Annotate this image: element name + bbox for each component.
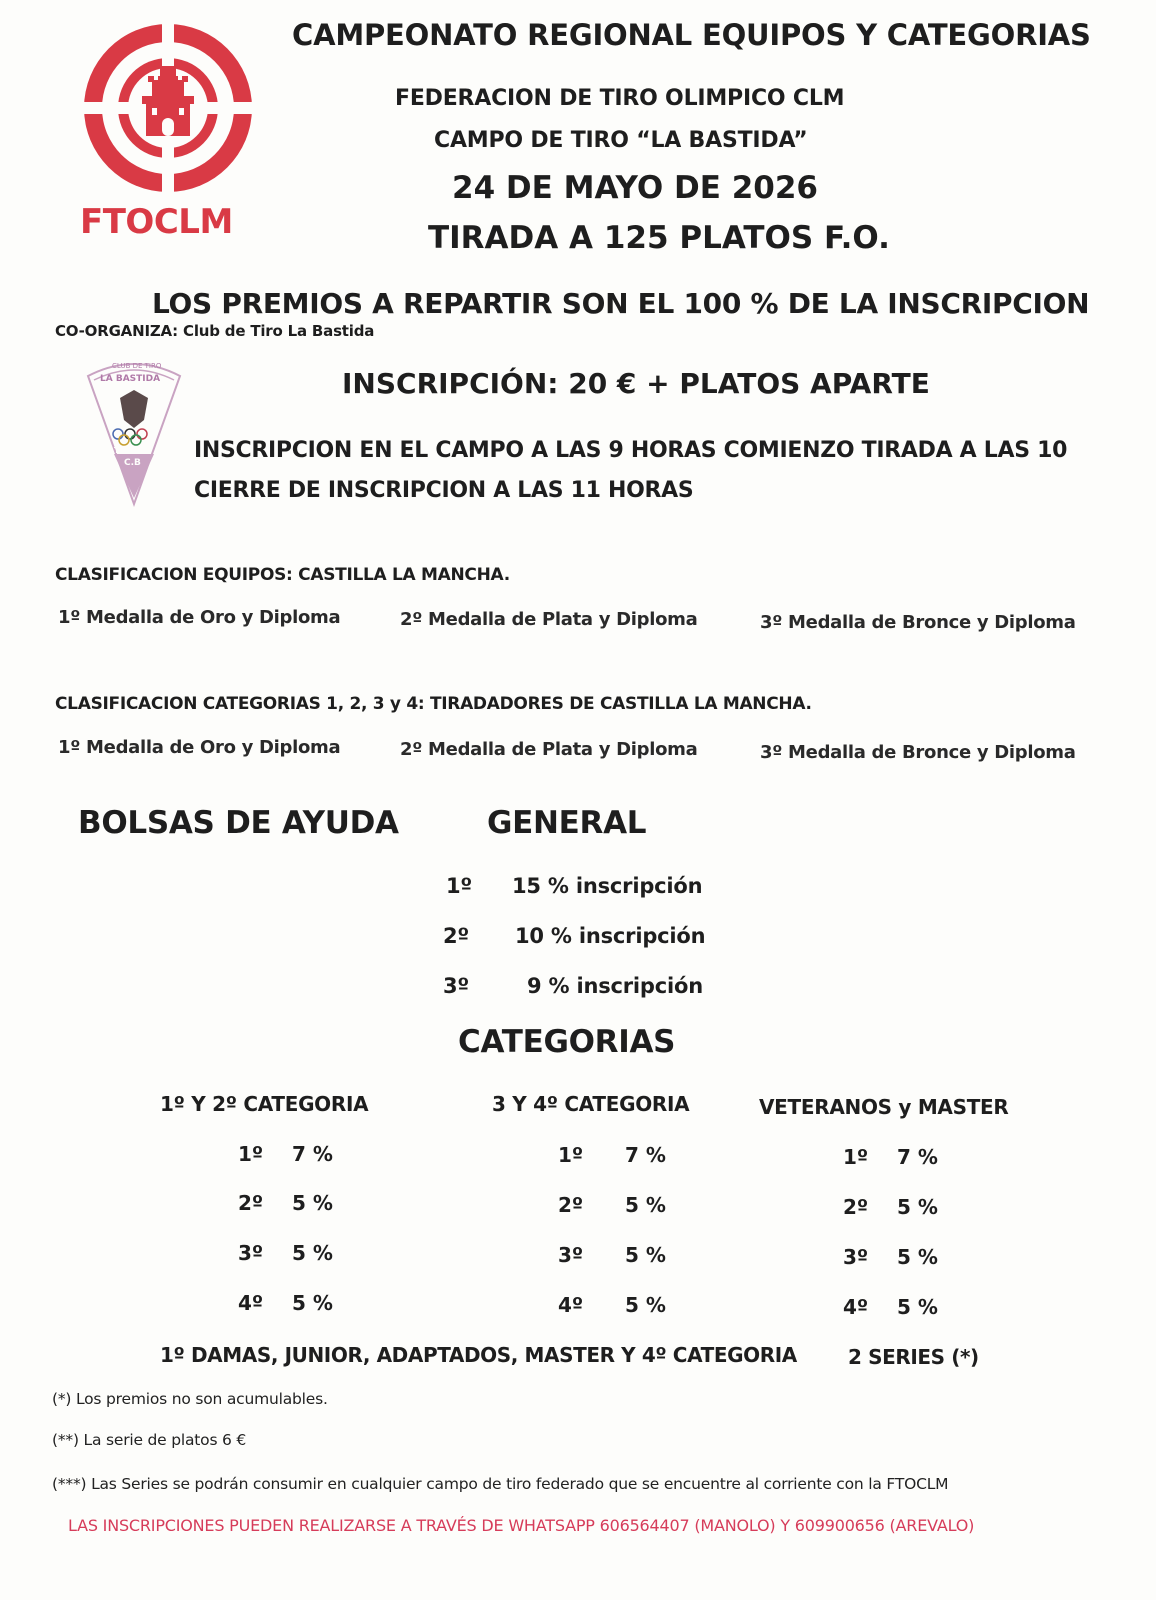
cat-col-3-pos-2: 2º — [843, 1195, 869, 1219]
cat-col-2-pos-1: 1º — [558, 1143, 584, 1167]
inscripcion-price: INSCRIPCIÓN: 20 € + PLATOS APARTE — [342, 367, 930, 400]
equipos-medal-1: 1º Medalla de Oro y Diploma — [58, 607, 341, 628]
general-val-3: 9 % inscripción — [527, 974, 703, 998]
ftoclm-logo-text: FTOCLM — [80, 202, 233, 242]
ftoclm-logo — [78, 20, 258, 250]
categorias-medal-1: 1º Medalla de Oro y Diploma — [58, 737, 341, 758]
cat-col-2-val-2: 5 % — [625, 1193, 666, 1217]
target-castle-emblem-icon — [78, 20, 258, 200]
cat-col-3-val-2: 5 % — [897, 1195, 938, 1219]
cat-col-2-val-3: 5 % — [625, 1243, 666, 1267]
cat-col-2-heading: 3 Y 4º CATEGORIA — [492, 1092, 690, 1116]
equipos-heading: CLASIFICACION EQUIPOS: CASTILLA LA MANCHA. — [55, 565, 510, 585]
club-logo-top-text: CLUB DE TIRO — [112, 362, 162, 370]
cat-col-1-val-3: 5 % — [292, 1241, 333, 1265]
hours-line-1: INSCRIPCION EN EL CAMPO A LAS 9 HORAS COMIENZO TIRADA A LAS 10 — [194, 438, 1068, 463]
cat-col-3-pos-1: 1º — [843, 1145, 869, 1169]
equipos-medal-3: 3º Medalla de Bronce y Diploma — [760, 612, 1076, 633]
hours-line-2: CIERRE DE INSCRIPCION A LAS 11 HORAS — [194, 478, 694, 503]
event-type: TIRADA A 125 PLATOS F.O. — [428, 220, 890, 256]
event-date: 24 DE MAYO DE 2026 — [452, 170, 818, 206]
cat-col-1-pos-4: 4º — [238, 1291, 264, 1315]
cat-col-2-val-1: 7 % — [625, 1143, 666, 1167]
cat-col-3-pos-4: 4º — [843, 1295, 869, 1319]
categorias-clas-heading: CLASIFICACION CATEGORIAS 1, 2, 3 y 4: TIRADADORES DE CASTILLA LA MANCHA. — [55, 694, 812, 714]
cat-col-1-val-4: 5 % — [292, 1291, 333, 1315]
series-line: 2 SERIES (*) — [848, 1345, 979, 1369]
cat-col-3-pos-3: 3º — [843, 1245, 869, 1269]
general-val-2: 10 % inscripción — [515, 924, 706, 948]
venue-name: CAMPO DE TIRO “LA BASTIDA” — [434, 128, 808, 153]
general-pos-2: 2º — [443, 924, 470, 948]
co-organiza: CO-ORGANIZA: Club de Tiro La Bastida — [55, 322, 375, 340]
categorias-medal-3: 3º Medalla de Bronce y Diploma — [760, 742, 1076, 763]
cat-col-3-val-3: 5 % — [897, 1245, 938, 1269]
damas-line: 1º DAMAS, JUNIOR, ADAPTADOS, MASTER Y 4º CATEGORIA — [160, 1343, 797, 1367]
categorias-title: CATEGORIAS — [458, 1024, 676, 1060]
cat-col-2-pos-2: 2º — [558, 1193, 584, 1217]
cat-col-1-val-2: 5 % — [292, 1191, 333, 1215]
general-title: GENERAL — [487, 805, 647, 841]
cat-col-3-heading: VETERANOS y MASTER — [759, 1095, 1009, 1119]
cat-col-1-val-1: 7 % — [292, 1142, 333, 1166]
cat-col-3-val-1: 7 % — [897, 1145, 938, 1169]
note-3: (***) Las Series se podrán consumir en cualquier campo de tiro federado que se encuentre al corriente con la FTOCLM — [52, 1475, 949, 1493]
note-2: (**) La serie de platos 6 € — [52, 1431, 247, 1449]
cat-col-1-pos-1: 1º — [238, 1142, 264, 1166]
cat-col-1-pos-3: 3º — [238, 1241, 264, 1265]
federation-name: FEDERACION DE TIRO OLIMPICO CLM — [395, 86, 845, 111]
page-title: CAMPEONATO REGIONAL EQUIPOS Y CATEGORIAS — [292, 18, 1091, 52]
categorias-medal-2: 2º Medalla de Plata y Diploma — [400, 739, 698, 760]
cat-col-3-val-4: 5 % — [897, 1295, 938, 1319]
cat-col-1-heading: 1º Y 2º CATEGORIA — [160, 1092, 369, 1116]
cat-col-2-val-4: 5 % — [625, 1293, 666, 1317]
bolsas-title: BOLSAS DE AYUDA — [78, 805, 399, 841]
club-logo-bottom-text: TOLEDO — [114, 446, 151, 455]
club-logo — [84, 358, 184, 508]
club-logo-name-text: LA BASTIDA — [100, 374, 161, 384]
footer-whatsapp: LAS INSCRIPCIONES PUEDEN REALIZARSE A TRAVÉS DE WHATSAPP 606564407 (MANOLO) Y 609900656 (AREVALO) — [68, 1516, 975, 1535]
club-logo-initials: C.B — [124, 458, 141, 468]
cat-col-1-pos-2: 2º — [238, 1191, 264, 1215]
general-pos-3: 3º — [443, 974, 470, 998]
prizes-line: LOS PREMIOS A REPARTIR SON EL 100 % DE LA INSCRIPCION — [152, 287, 1090, 320]
cat-col-2-pos-3: 3º — [558, 1243, 584, 1267]
general-val-1: 15 % inscripción — [512, 874, 703, 898]
note-1: (*) Los premios no son acumulables. — [52, 1390, 328, 1408]
equipos-medal-2: 2º Medalla de Plata y Diploma — [400, 609, 698, 630]
cat-col-2-pos-4: 4º — [558, 1293, 584, 1317]
general-pos-1: 1º — [446, 874, 473, 898]
